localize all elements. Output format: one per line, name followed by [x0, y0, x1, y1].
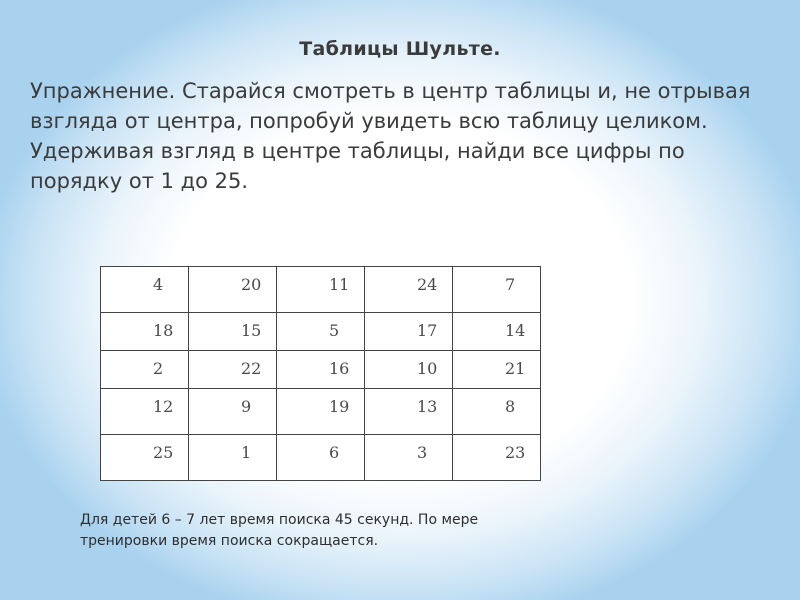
table-cell: 15: [189, 313, 277, 351]
table-cell: 21: [453, 351, 541, 389]
table-cell: 4: [101, 267, 189, 313]
table-cell: 19: [277, 389, 365, 435]
table-cell: 17: [365, 313, 453, 351]
table-cell: 24: [365, 267, 453, 313]
table-cell: 2: [101, 351, 189, 389]
table-cell: 14: [453, 313, 541, 351]
note-text: Для детей 6 – 7 лет время поиска 45 секунд. По мере тренировки время поиска сокращается.: [80, 512, 479, 549]
table-cell: 9: [189, 389, 277, 435]
table-cell: 3: [365, 435, 453, 481]
table-row: [101, 389, 541, 435]
table-cell: 8: [453, 389, 541, 435]
table-cell: 5: [277, 313, 365, 351]
table-cell: 11: [277, 267, 365, 313]
slide-title: Таблицы Шульте.: [299, 38, 501, 60]
table-cell: 23: [453, 435, 541, 481]
table-cell: 13: [365, 389, 453, 435]
schulte-table: [100, 266, 541, 481]
exercise-text: Упражнение. Старайся смотреть в центр таблицы и, не отрывая взгляда от центра, попробуй увидеть всю таблицу целиком. Удерживая взгляд в центре таблицы, найди все цифры по порядку от 1 до 25.: [30, 79, 751, 193]
table-row: [101, 351, 541, 389]
table-cell: 20: [189, 267, 277, 313]
table-cell: 7: [453, 267, 541, 313]
table-cell: 12: [101, 389, 189, 435]
table-cell: 1: [189, 435, 277, 481]
table-cell: 22: [189, 351, 277, 389]
table-cell: 18: [101, 313, 189, 351]
table-row: [101, 435, 541, 481]
table-row: [101, 267, 541, 313]
table-cell: 6: [277, 435, 365, 481]
table-row: [101, 313, 541, 351]
table-cell: 16: [277, 351, 365, 389]
table-cell: 10: [365, 351, 453, 389]
table-cell: 25: [101, 435, 189, 481]
